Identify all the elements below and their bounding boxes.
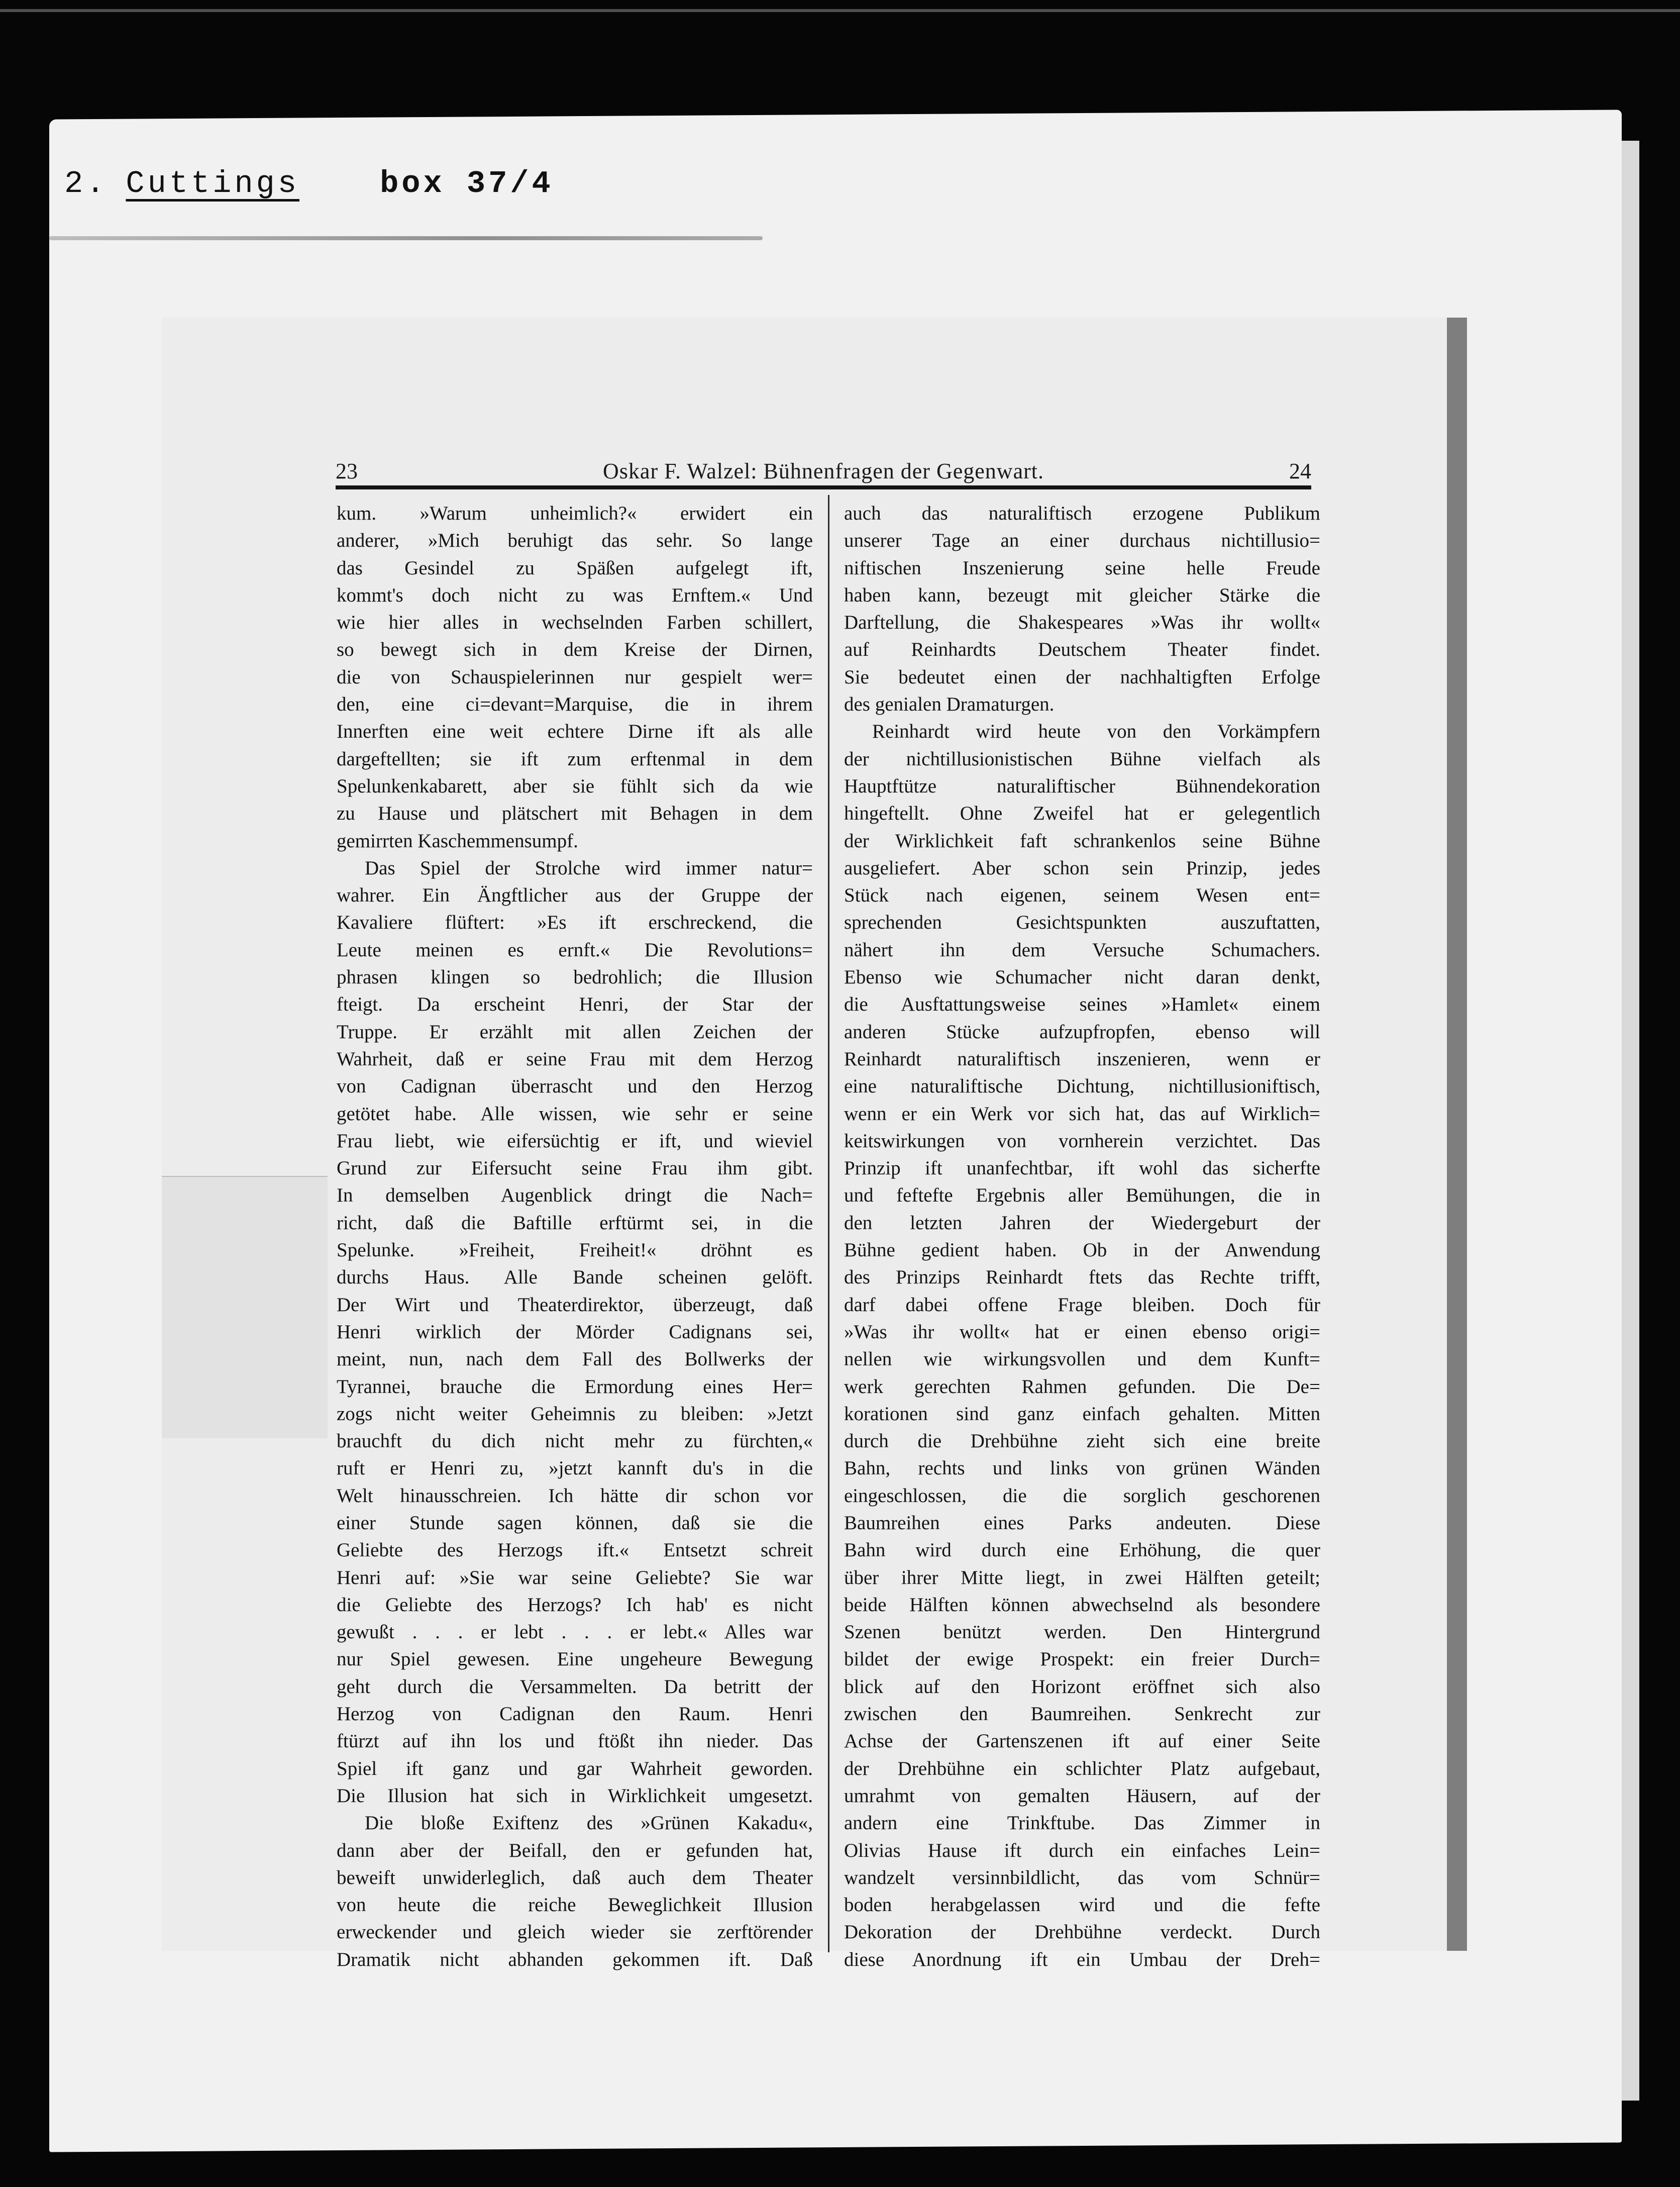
text-line: den, eine ci=devant=Marquise, die in ihrem [337,693,813,716]
running-title: Oskar F. Walzel: Bühnenfragen der Gegenwart. [603,459,1044,483]
page-number-right: 24 [1289,459,1311,483]
text-line: gemirrten Kaschemmensumpf. [337,830,578,852]
text-line: Bahn, rechts und links von grünen Wänden [844,1457,1320,1479]
text-line: geht durch die Versammelten. Da betritt der [337,1675,813,1698]
page-header [336,458,1311,482]
text-line: dann aber der Beifall, den er gefunden hat, [337,1839,813,1861]
text-line: Prinzip ift unanfechtbar, ift wohl das sicherfte [844,1157,1320,1179]
text-line: Frau liebt, wie eifersüchtig er ift, und wieviel [337,1130,813,1152]
text-line: einer Stunde sagen können, daß sie die [337,1512,813,1534]
text-line: des genialen Dramaturgen. [844,693,1055,716]
text-line: erweckender und gleich wieder sie zerftörender [337,1921,813,1943]
text-line: die von Schauspielerinnen nur gespielt wer= [337,666,813,688]
text-line: nur Spiel gewesen. Eine ungeheure Bewegung [337,1648,813,1670]
text-line: des Prinzips Reinhardt ftets das Rechte trifft, [844,1266,1320,1288]
text-line: umrahmt von gemalten Häusern, auf der [844,1784,1320,1807]
text-line: nähert ihn dem Versuche Schumachers. [844,939,1320,961]
text-line: zu Hause und plätschert mit Behagen in dem [337,803,813,825]
text-line: von Cadignan überrascht und den Herzog [337,1075,813,1098]
text-line: die Ausftattungsweise seines »Hamlet« einem [844,993,1320,1016]
text-line: Leute meinen es ernft.« Die Revolutions= [337,939,813,961]
text-line: bildet der ewige Prospekt: ein freier Durch= [844,1648,1320,1670]
text-line: über ihrer Mitte liegt, in zwei Hälften geteilt; [844,1566,1320,1588]
text-line: Grund zur Eifersucht seine Frau ihm gibt. [337,1157,813,1179]
text-line: anderer, »Mich beruhigt das sehr. So lange [337,530,813,552]
header-rule [336,485,1311,489]
page-number-left: 23 [336,459,358,483]
text-line: zwischen den Baumreihen. Senkrecht zur [844,1703,1320,1725]
text-line: auch das naturaliftisch erzogene Publikum [844,503,1320,524]
text-line: Henri auf: »Sie war seine Geliebte? Sie war [337,1566,813,1588]
text-line: Die bloße Exiftenz des »Grünen Kakadu«, [365,1812,813,1834]
text-line: korationen sind ganz einfach gehalten. Mitten [844,1403,1320,1425]
text-line: der nichtillusionistischen Bühne vielfach als [844,748,1320,770]
text-line: Das Spiel der Strolche wird immer natur= [365,857,813,879]
text-line: Wahrheit, daß er seine Frau mit dem Herzog [337,1048,813,1070]
text-line: boden herabgelassen wird und die fefte [844,1894,1320,1916]
text-line: kum. »Warum unheimlich?« erwidert ein [337,503,813,524]
text-line: Ebenso wie Schumacher nicht daran denkt, [844,966,1320,988]
text-line: wahrer. Ein Ängftlicher aus der Gruppe der [337,884,813,907]
text-line: sprechenden Gesichtspunkten auszuftatten, [844,912,1320,934]
text-line: Dramatik nicht abhanden gekommen ift. Daß [337,1948,813,1970]
text-line: diese Anordnung ift ein Umbau der Dreh= [844,1948,1320,1970]
text-line: Tyrannei, brauche die Ermordung eines Her= [337,1375,813,1398]
text-line: Welt hinausschreien. Ich hätte dir schon vor [337,1484,813,1507]
text-line: beide Hälften können abwechselnd als besondere [844,1594,1320,1616]
text-line: eine naturaliftische Dichtung, nichtillusioniftisch, [844,1075,1320,1098]
text-line: hingeftellt. Ohne Zweifel hat er gelegentlich [844,803,1320,825]
text-line: Spiel ift ganz und gar Wahrheit geworden. [337,1757,813,1779]
text-line: niftischen Inszenierung seine helle Freude [844,557,1320,579]
text-line: Reinhardt naturaliftisch inszenieren, wenn er [844,1048,1320,1070]
text-line: getötet habe. Alle wissen, wie sehr er seine [337,1103,813,1125]
text-line: der Wirklichkeit faft schrankenlos seine Bühne [844,830,1320,852]
text-line: Truppe. Er erzählt mit allen Zeichen der [337,1021,813,1043]
text-line: Spelunke. »Freiheit, Freiheit!« dröhnt es [337,1239,813,1261]
text-line: die Geliebte des Herzogs? Ich hab' es nicht [337,1594,813,1616]
text-line: Innerften eine weit echtere Dirne ift als alle [337,721,813,743]
clipping-fold [162,1176,328,1438]
text-line: von heute die reiche Beweglichkeit Illusion [337,1894,813,1916]
text-line: meint, nun, nach dem Fall des Bollwerks der [337,1348,813,1370]
folder-category: Cuttings [126,166,300,202]
text-line: Bühne gedient haben. Ob in der Anwendung [844,1239,1320,1261]
text-line: phrasen klingen so bedrohlich; die Illusion [337,966,813,988]
text-line: unserer Tage an einer durchaus nichtillusio= [844,530,1320,552]
text-line: richt, daß die Baftille erftürmt sei, in die [337,1212,813,1234]
text-line: dargeftellten; sie ift zum erftenmal in dem [337,748,813,770]
text-line: In demselben Augenblick dringt die Nach= [337,1184,813,1207]
text-line: Geliebte des Herzogs ift.« Entsetzt schreit [337,1539,813,1561]
text-line: Darftellung, die Shakespeares »Was ihr wollt« [844,612,1320,634]
left-column [337,500,813,1973]
folder-number: 2. [64,166,108,202]
text-line: Sie bedeutet einen der nachhaltigften Erfolge [844,666,1320,688]
text-line: nellen wie wirkungsvollen und dem Kunft= [844,1348,1320,1370]
text-line: beweift unwiderleglich, daß auch dem Theater [337,1866,813,1888]
text-line: Bahn wird durch eine Erhöhung, die quer [844,1539,1320,1561]
column-divider [828,495,829,1952]
right-column [844,500,1320,1973]
text-line: wie hier alles in wechselnden Farben schillert, [337,612,813,634]
text-line: »Was ihr wollt« hat er einen ebenso origi= [844,1321,1320,1343]
text-line: durch die Drehbühne zieht sich eine breite [844,1430,1320,1452]
text-line: und feftefte Ergebnis aller Bemühungen, die in [844,1184,1320,1207]
text-line: ruft er Henri zu, »jetzt kannft du's in die [337,1457,813,1479]
text-line: durchs Haus. Alle Bande scheinen gelöft. [337,1266,813,1288]
scanner-edge [0,9,1680,12]
text-line: blick auf den Horizont eröffnet sich also [844,1675,1320,1698]
text-line: Henri wirklich der Mörder Cadignans sei, [337,1321,813,1343]
text-line: Dekoration der Drehbühne verdeckt. Durch [844,1921,1320,1943]
text-line: haben kann, bezeugt mit gleicher Stärke die [844,584,1320,606]
text-line: Herzog von Cadignan den Raum. Henri [337,1703,813,1725]
text-line: der Drehbühne ein schlichter Platz aufgebaut, [844,1757,1320,1779]
text-line: Olivias Hause ift durch ein einfaches Lein= [844,1839,1320,1861]
text-line: Die Illusion hat sich in Wirklichkeit umgesetzt. [337,1784,813,1807]
text-line: brauchft du dich nicht mehr zu fürchten,« [337,1430,813,1452]
text-line: Der Wirt und Theaterdirektor, überzeugt, daß [337,1294,813,1316]
text-line: ftürzt auf ihn los und ftößt ihn nieder. Das [337,1730,813,1752]
text-line: keitswirkungen von vornherein verzichtet. Das [844,1130,1320,1152]
text-line: auf Reinhardts Deutschem Theater findet. [844,639,1320,661]
folder-box: box 37/4 [380,166,554,202]
clipping-torn-edge [1447,318,1467,1951]
text-line: werk gerechten Rahmen gefunden. Die De= [844,1375,1320,1398]
text-line: Szenen benützt werden. Den Hintergrund [844,1621,1320,1643]
text-line: zogs nicht weiter Geheimnis zu bleiben: »Jetzt [337,1403,813,1425]
text-line: Hauptftütze naturaliftischer Bühnendekoration [844,775,1320,797]
text-line: wandzelt versinnbildlicht, das vom Schnür= [844,1866,1320,1888]
text-line: gewußt . . . er lebt . . . er lebt.« Alles war [337,1621,813,1643]
text-line: eingeschlossen, die die sorglich geschorenen [844,1484,1320,1507]
text-line: das Gesindel zu Späßen aufgelegt ift, [337,557,813,579]
text-line: so bewegt sich in dem Kreise der Dirnen, [337,639,813,661]
text-line: Reinhardt wird heute von den Vorkämpfern [872,721,1320,743]
text-line: Stück nach eigenen, seinem Wesen ent= [844,884,1320,907]
text-line: wenn er ein Werk vor sich hat, das auf Wirklich= [844,1103,1320,1125]
text-line: fteigt. Da erscheint Henri, der Star der [337,993,813,1016]
text-line: anderen Stücke aufzupfropfen, ebenso will [844,1021,1320,1043]
text-line: Baumreihen eines Parks andeuten. Diese [844,1512,1320,1534]
text-line: darf dabei offene Frage bleiben. Doch für [844,1294,1320,1316]
text-line: Achse der Gartenszenen ift auf einer Seite [844,1730,1320,1752]
text-line: Kavaliere flüftert: »Es ift erschreckend, die [337,912,813,934]
text-line: kommt's doch nicht zu was Ernftem.« Und [337,584,813,606]
folder-rule [49,236,763,240]
folder-label [64,166,554,202]
text-line: ausgeliefert. Aber schon sein Prinzip, jedes [844,857,1320,879]
text-line: andern eine Trinkftube. Das Zimmer in [844,1812,1320,1834]
text-line: den letzten Jahren der Wiedergeburt der [844,1212,1320,1234]
text-line: Spelunkenkabarett, aber sie fühlt sich da wie [337,775,813,797]
